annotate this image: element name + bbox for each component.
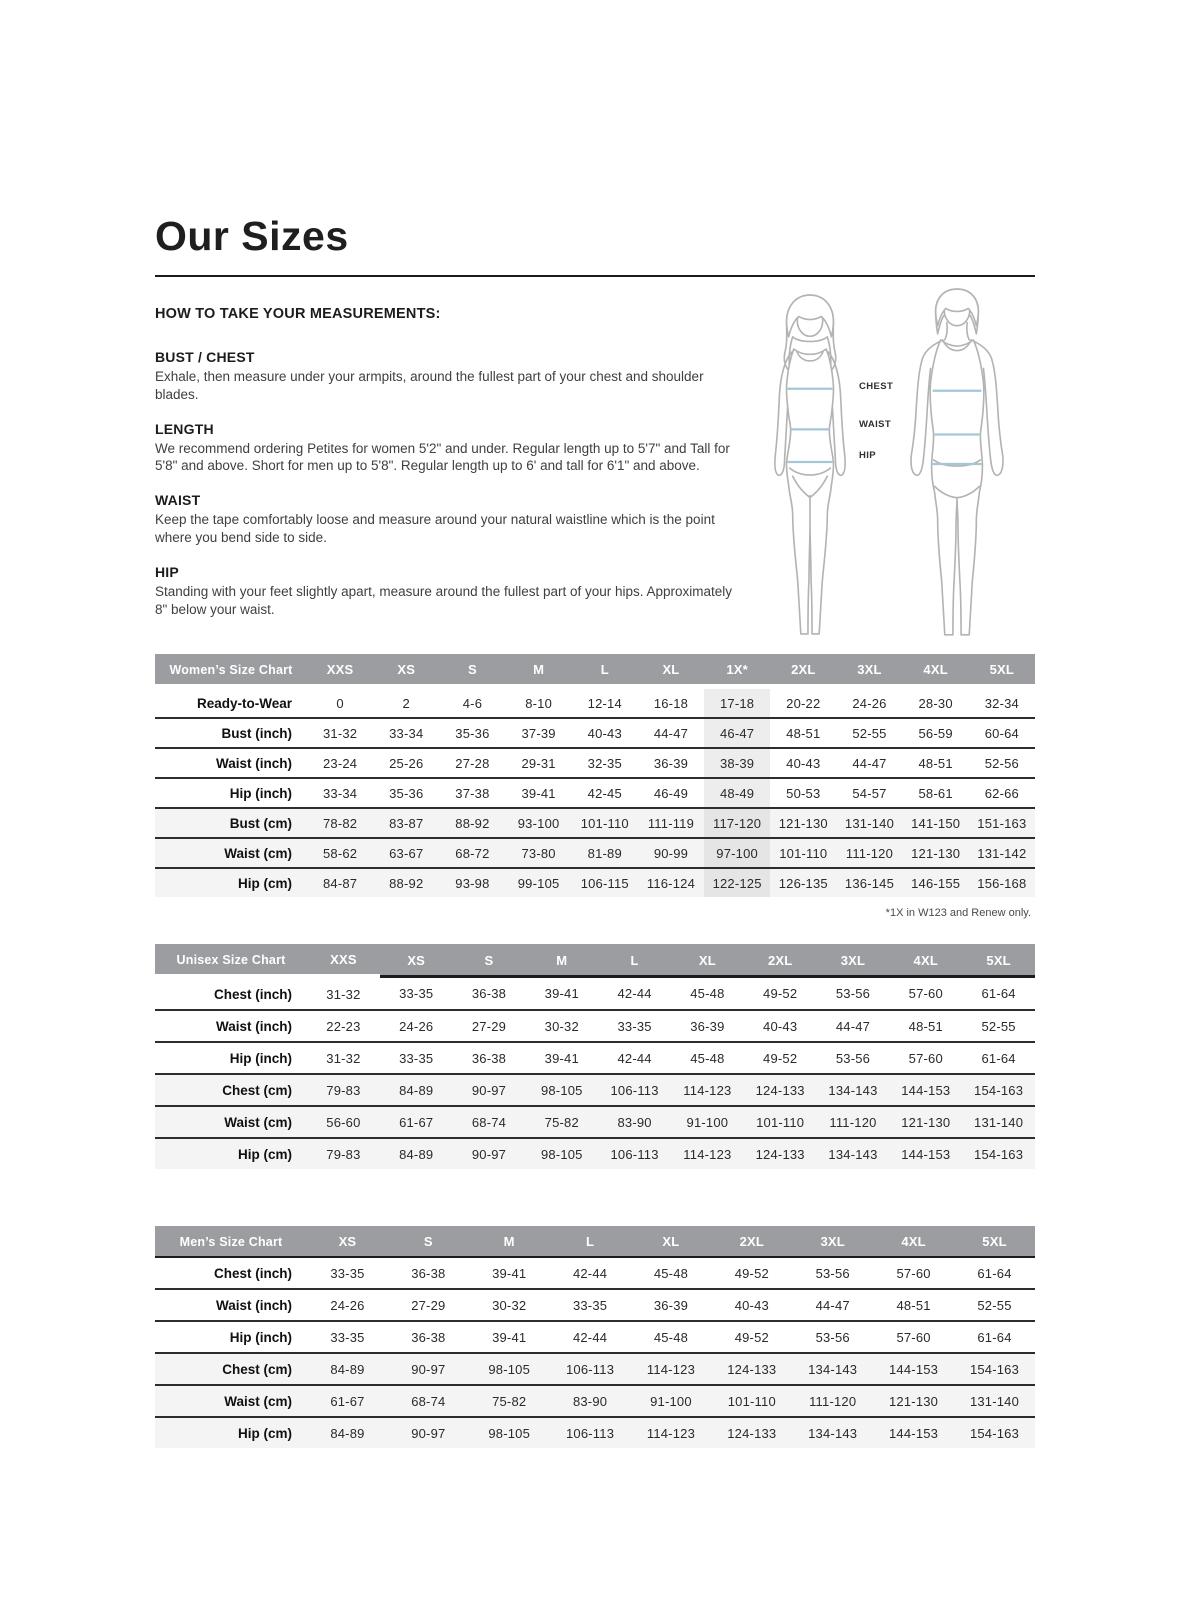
size-value-cell: 61-64	[981, 986, 1016, 1001]
size-value-cell: 75-82	[544, 1114, 579, 1130]
size-value-cell: 39-41	[492, 1265, 527, 1281]
size-value-cell: 134-143	[828, 1146, 878, 1162]
figure-hip-label: HIP	[859, 450, 877, 461]
size-value-cell: 154-163	[974, 1146, 1024, 1162]
size-column-header: XL	[671, 944, 744, 977]
size-value-cell: 114-123	[646, 1425, 696, 1441]
size-value-cell: 91-100	[650, 1393, 692, 1409]
size-chart-row	[155, 868, 1035, 897]
measurement-figures	[740, 285, 1035, 643]
page-title: Our Sizes	[155, 213, 349, 259]
size-value-cell: 42-44	[572, 1265, 608, 1281]
size-value-cell: 40-43	[587, 725, 622, 741]
row-label: Chest (cm)	[222, 1082, 292, 1098]
female-figure-illustration	[754, 289, 866, 639]
size-value-cell: 31-32	[326, 1050, 361, 1066]
size-value-cell: 45-48	[690, 986, 725, 1001]
instruction-body: Exhale, then measure under your armpits, around the fullest part of your chest and shoulder blades.	[155, 369, 704, 402]
size-column-header: M	[469, 1226, 550, 1257]
size-column-header: 4XL	[873, 1226, 954, 1257]
size-value-cell: 53-56	[835, 986, 871, 1001]
size-value-cell: 131-140	[844, 815, 895, 831]
size-column-header: XXS	[307, 654, 373, 687]
size-chart-row	[155, 1138, 1035, 1169]
size-value-cell: 62-66	[984, 785, 1019, 801]
size-value-cell: 27-29	[471, 1018, 507, 1034]
measurement-instructions	[155, 285, 740, 643]
size-column-header: XL	[631, 1226, 712, 1257]
size-value-cell: 30-32	[544, 1018, 579, 1034]
size-value-cell: 36-38	[411, 1265, 446, 1281]
size-value-cell: 84-89	[399, 1082, 434, 1098]
size-column-header: 1X*	[704, 654, 770, 687]
size-value-cell: 131-142	[977, 845, 1027, 861]
size-column-header: 5XL	[969, 654, 1035, 687]
instruction-title: LENGTH	[155, 420, 214, 437]
size-value-cell: 17-18	[704, 687, 770, 719]
row-label: Chest (cm)	[222, 1361, 292, 1377]
instruction-title: HIP	[155, 563, 179, 580]
size-chart-row	[155, 778, 1035, 808]
size-value-cell: 93-100	[517, 815, 560, 831]
size-value-cell: 154-163	[974, 1082, 1024, 1098]
size-value-cell: 83-90	[617, 1114, 652, 1130]
size-value-cell: 33-34	[389, 725, 424, 741]
size-value-cell: 111-120	[845, 845, 894, 861]
size-chart-row	[155, 1010, 1035, 1042]
size-value-cell: 53-56	[815, 1265, 850, 1281]
size-value-cell: 83-87	[389, 815, 424, 831]
size-column-header: M	[506, 654, 572, 687]
size-value-cell: 40-43	[734, 1297, 769, 1313]
size-value-cell: 106-113	[610, 1082, 659, 1098]
size-value-cell: 52-55	[977, 1297, 1012, 1313]
size-value-cell: 30-32	[492, 1297, 527, 1313]
size-value-cell: 27-28	[455, 755, 490, 771]
size-value-cell: 42-44	[572, 1329, 608, 1345]
size-value-cell: 117-120	[704, 808, 770, 838]
size-value-cell: 121-130	[889, 1393, 939, 1409]
size-value-cell: 4-6	[462, 695, 483, 711]
row-label: Ready-to-Wear	[196, 695, 292, 711]
size-value-cell: 134-143	[808, 1361, 858, 1377]
size-column-header: 4XL	[889, 944, 962, 977]
size-value-cell: 57-60	[896, 1329, 931, 1345]
size-value-cell: 79-83	[326, 1146, 361, 1162]
row-label: Bust (cm)	[229, 815, 292, 831]
size-value-cell: 48-51	[908, 1018, 943, 1034]
size-value-cell: 52-56	[984, 755, 1019, 771]
size-value-cell: 36-39	[653, 755, 689, 771]
row-label: Bust (inch)	[221, 725, 292, 741]
size-value-cell: 32-34	[984, 695, 1019, 711]
size-value-cell: 39-41	[544, 986, 579, 1001]
size-value-cell: 144-153	[889, 1361, 939, 1377]
size-column-header: XL	[638, 654, 704, 687]
row-label: Hip (inch)	[229, 1329, 292, 1345]
size-value-cell: 83-90	[572, 1393, 608, 1409]
size-value-cell: 101-110	[756, 1114, 805, 1130]
table-title-cell: Men’s Size Chart	[155, 1226, 307, 1257]
size-column-header: XS	[307, 1226, 388, 1257]
size-value-cell: 61-64	[981, 1050, 1016, 1066]
size-value-cell: 68-74	[471, 1114, 507, 1130]
size-value-cell: 121-130	[911, 845, 961, 861]
size-value-cell: 2	[402, 695, 410, 711]
row-label: Chest (inch)	[213, 986, 292, 1002]
size-chart-row	[155, 748, 1035, 778]
size-value-cell: 44-47	[815, 1297, 850, 1313]
size-value-cell: 49-52	[734, 1265, 769, 1281]
size-value-cell: 122-125	[704, 868, 770, 897]
size-value-cell: 24-26	[852, 695, 887, 711]
size-value-cell: 61-67	[330, 1393, 365, 1409]
size-value-cell: 0	[336, 695, 344, 711]
size-value-cell: 53-56	[835, 1050, 871, 1066]
size-column-header: L	[572, 654, 638, 687]
size-chart-row	[155, 1074, 1035, 1106]
size-value-cell: 33-35	[399, 1050, 434, 1066]
size-value-cell: 25-26	[389, 755, 424, 771]
size-column-header: L	[550, 1226, 631, 1257]
size-value-cell: 124-133	[727, 1425, 777, 1441]
size-value-cell: 42-44	[617, 986, 652, 1001]
size-value-cell: 31-32	[322, 725, 358, 741]
size-value-cell: 48-51	[786, 725, 821, 741]
size-value-cell: 33-35	[330, 1265, 365, 1281]
size-value-cell: 156-168	[977, 875, 1027, 891]
size-value-cell: 38-39	[704, 748, 770, 778]
size-value-cell: 98-105	[540, 1082, 583, 1098]
size-value-cell: 134-143	[828, 1082, 878, 1098]
size-chart-table	[155, 1226, 1035, 1448]
size-value-cell: 48-51	[918, 755, 953, 771]
size-value-cell: 36-39	[653, 1297, 689, 1313]
size-value-cell: 106-113	[565, 1361, 615, 1377]
size-value-cell: 39-41	[492, 1329, 527, 1345]
size-value-cell: 90-99	[653, 845, 689, 861]
size-value-cell: 63-67	[389, 845, 424, 861]
size-value-cell: 78-82	[322, 815, 358, 831]
measurement-section	[155, 285, 1035, 643]
size-value-cell: 84-89	[330, 1425, 365, 1441]
size-column-header: L	[598, 944, 671, 977]
table-title-cell: Women’s Size Chart	[155, 654, 307, 687]
size-value-cell: 42-44	[617, 1050, 652, 1066]
size-chart-table	[155, 944, 1035, 1169]
instruction-title: BUST / CHEST	[155, 349, 255, 365]
size-value-cell: 57-60	[908, 986, 943, 1001]
size-column-header: M	[525, 944, 598, 977]
row-label: Chest (inch)	[213, 1265, 292, 1281]
size-value-cell: 90-97	[411, 1425, 446, 1441]
size-value-cell: 98-105	[540, 1146, 583, 1162]
size-value-cell: 44-47	[835, 1018, 871, 1034]
size-value-cell: 48-49	[704, 778, 770, 808]
figure-waist-label: WAIST	[859, 419, 892, 430]
instruction-waist	[155, 492, 740, 547]
size-value-cell: 90-97	[411, 1361, 446, 1377]
size-value-cell: 39-41	[544, 1050, 579, 1066]
size-column-header: XS	[380, 944, 453, 977]
size-value-cell: 28-30	[918, 695, 953, 711]
size-value-cell: 81-89	[587, 845, 622, 861]
size-value-cell: 37-38	[455, 785, 490, 801]
size-value-cell: 154-163	[969, 1425, 1020, 1441]
size-value-cell: 58-62	[322, 845, 358, 861]
size-value-cell: 46-49	[653, 785, 689, 801]
size-value-cell: 124-133	[755, 1082, 805, 1098]
size-value-cell: 40-43	[786, 755, 821, 771]
row-label: Waist (inch)	[216, 1018, 292, 1034]
size-value-cell: 73-80	[521, 845, 556, 861]
mens-size-chart	[155, 1226, 1035, 1448]
size-value-cell: 48-51	[896, 1297, 931, 1313]
size-column-header: 3XL	[792, 1226, 873, 1257]
size-chart-header-row	[155, 654, 1035, 687]
size-value-cell: 36-38	[471, 1050, 507, 1066]
size-value-cell: 42-45	[587, 785, 622, 801]
row-label: Hip (inch)	[229, 785, 292, 801]
instruction-title: WAIST	[155, 492, 201, 509]
size-value-cell: 154-163	[969, 1361, 1020, 1377]
size-value-cell: 68-74	[411, 1393, 446, 1409]
size-value-cell: 79-83	[326, 1082, 361, 1098]
size-value-cell: 24-26	[399, 1018, 434, 1034]
size-value-cell: 93-98	[455, 875, 490, 891]
size-chart-row	[155, 977, 1035, 1011]
size-chart-row	[155, 1353, 1035, 1385]
size-value-cell: 97-100	[704, 838, 770, 868]
size-column-header: 3XL	[817, 944, 890, 977]
row-label: Waist (inch)	[216, 1297, 292, 1313]
size-value-cell: 116-124	[646, 875, 696, 891]
size-chart-row	[155, 687, 1035, 719]
size-column-header: XXS	[307, 944, 380, 977]
size-value-cell: 45-48	[690, 1050, 725, 1066]
row-label: Waist (inch)	[216, 755, 292, 771]
size-value-cell: 106-115	[580, 875, 629, 891]
size-column-header: 2XL	[744, 944, 817, 977]
size-chart-row	[155, 1289, 1035, 1321]
size-value-cell: 52-55	[852, 725, 887, 741]
size-chart-header-row	[155, 1226, 1035, 1257]
size-chart-row	[155, 1042, 1035, 1074]
size-value-cell: 23-24	[322, 755, 358, 771]
size-value-cell: 111-120	[829, 1114, 877, 1130]
size-chart-row	[155, 808, 1035, 838]
row-label: Hip (cm)	[238, 1425, 292, 1441]
size-value-cell: 58-61	[918, 785, 953, 801]
size-value-cell: 49-52	[763, 1050, 798, 1066]
size-chart-table	[155, 654, 1035, 897]
size-value-cell: 20-22	[786, 695, 821, 711]
size-value-cell: 151-163	[977, 815, 1027, 831]
size-value-cell: 131-140	[969, 1393, 1020, 1409]
row-label: Hip (cm)	[238, 875, 292, 891]
size-value-cell: 124-133	[727, 1361, 777, 1377]
size-column-header: S	[439, 654, 505, 687]
size-column-header: 3XL	[836, 654, 902, 687]
size-chart-row	[155, 1257, 1035, 1289]
size-value-cell: 99-105	[517, 875, 560, 891]
instruction-body: Standing with your feet slightly apart, measure around the fullest part of your hips. Approximately 8" below your waist.	[155, 583, 733, 617]
size-value-cell: 44-47	[852, 755, 887, 771]
size-value-cell: 36-39	[690, 1018, 725, 1034]
size-value-cell: 75-82	[492, 1393, 527, 1409]
male-figure-illustration	[895, 285, 1019, 643]
size-chart-row	[155, 1417, 1035, 1448]
size-value-cell: 90-97	[471, 1082, 507, 1098]
size-value-cell: 52-55	[981, 1018, 1016, 1034]
size-value-cell: 31-32	[326, 986, 361, 1002]
size-value-cell: 35-36	[389, 785, 424, 801]
size-value-cell: 136-145	[844, 875, 895, 891]
size-value-cell: 56-59	[918, 725, 953, 741]
size-value-cell: 49-52	[763, 986, 798, 1001]
size-column-header: 5XL	[954, 1226, 1035, 1257]
size-value-cell: 146-155	[911, 875, 961, 891]
size-value-cell: 36-38	[471, 986, 507, 1001]
size-value-cell: 90-97	[471, 1146, 507, 1162]
size-value-cell: 60-64	[984, 725, 1019, 741]
size-chart-row	[155, 1106, 1035, 1138]
size-value-cell: 53-56	[815, 1329, 850, 1345]
size-column-header: S	[388, 1226, 469, 1257]
row-label: Hip (cm)	[238, 1146, 292, 1162]
table-title-cell: Unisex Size Chart	[155, 944, 307, 977]
size-value-cell: 54-57	[852, 785, 887, 801]
size-column-header: 2XL	[770, 654, 836, 687]
figure-chest-label: CHEST	[859, 381, 894, 392]
size-value-cell: 16-18	[653, 695, 689, 711]
size-value-cell: 12-14	[587, 695, 622, 711]
size-value-cell: 84-89	[330, 1361, 365, 1377]
row-label: Waist (cm)	[224, 1393, 292, 1409]
size-value-cell: 68-72	[455, 845, 490, 861]
size-value-cell: 49-52	[734, 1329, 769, 1345]
size-value-cell: 8-10	[525, 695, 553, 711]
size-value-cell: 121-130	[901, 1114, 951, 1130]
size-value-cell: 27-29	[411, 1297, 446, 1313]
size-value-cell: 57-60	[896, 1265, 931, 1281]
size-value-cell: 44-47	[653, 725, 689, 741]
size-value-cell: 36-38	[411, 1329, 446, 1345]
womens-chart-footnote: *1X in W123 and Renew only.	[885, 907, 1031, 919]
size-value-cell: 144-153	[901, 1082, 951, 1098]
size-value-cell: 45-48	[653, 1329, 689, 1345]
size-value-cell: 40-43	[763, 1018, 798, 1034]
size-column-header: 2XL	[711, 1226, 792, 1257]
size-value-cell: 45-48	[653, 1265, 689, 1281]
size-value-cell: 61-67	[399, 1114, 434, 1130]
size-value-cell: 88-92	[389, 875, 424, 891]
size-value-cell: 98-105	[488, 1425, 531, 1441]
size-value-cell: 56-60	[326, 1114, 361, 1130]
size-value-cell: 134-143	[808, 1425, 858, 1441]
size-value-cell: 35-36	[455, 725, 490, 741]
instructions-heading: HOW TO TAKE YOUR MEASUREMENTS:	[155, 306, 441, 322]
instruction-hip	[155, 564, 740, 619]
size-value-cell: 61-64	[977, 1329, 1012, 1345]
size-value-cell: 57-60	[908, 1050, 943, 1066]
size-value-cell: 84-87	[322, 875, 358, 891]
row-label: Waist (cm)	[224, 845, 292, 861]
size-value-cell: 24-26	[330, 1297, 365, 1313]
size-value-cell: 111-120	[809, 1393, 857, 1409]
size-value-cell: 33-35	[330, 1329, 365, 1345]
size-value-cell: 33-35	[399, 986, 434, 1001]
size-value-cell: 101-110	[779, 845, 828, 861]
size-chart-row	[155, 1321, 1035, 1353]
size-value-cell: 88-92	[455, 815, 490, 831]
row-label: Hip (inch)	[229, 1050, 292, 1066]
size-value-cell: 98-105	[488, 1361, 531, 1377]
size-value-cell: 84-89	[399, 1146, 434, 1162]
size-column-header: 5XL	[962, 944, 1035, 977]
size-value-cell: 114-123	[683, 1082, 732, 1098]
size-value-cell: 121-130	[778, 815, 828, 831]
size-value-cell: 22-23	[326, 1018, 361, 1034]
size-chart-row	[155, 1385, 1035, 1417]
instruction-bust-chest	[155, 349, 740, 404]
unisex-size-chart	[155, 944, 1035, 1169]
size-chart-header-row	[155, 944, 1035, 977]
size-value-cell: 29-31	[521, 755, 556, 771]
size-value-cell: 50-53	[786, 785, 821, 801]
title-divider	[155, 275, 1035, 277]
instruction-body: We recommend ordering Petites for women 5'2" and under. Regular length up to 5'7" and Tall for 5'8" and above. Short for men up to 5'8". Regular length up to 6' and tall for 6'1" and above.	[155, 440, 730, 474]
row-label: Waist (cm)	[224, 1114, 292, 1130]
size-value-cell: 61-64	[977, 1265, 1012, 1281]
instruction-length	[155, 421, 740, 476]
size-value-cell: 33-35	[572, 1297, 608, 1313]
size-chart-row	[155, 718, 1035, 748]
size-value-cell: 144-153	[901, 1146, 951, 1162]
size-value-cell: 32-35	[587, 755, 622, 771]
size-value-cell: 114-123	[683, 1146, 732, 1162]
size-column-header: 4XL	[903, 654, 969, 687]
size-value-cell: 91-100	[686, 1114, 729, 1130]
size-value-cell: 114-123	[646, 1361, 696, 1377]
size-value-cell: 39-41	[521, 785, 556, 801]
size-value-cell: 106-113	[610, 1146, 659, 1162]
size-value-cell: 33-35	[617, 1018, 652, 1034]
size-value-cell: 33-34	[322, 785, 358, 801]
size-value-cell: 126-135	[778, 875, 828, 891]
size-value-cell: 111-119	[647, 815, 695, 831]
size-chart-row	[155, 838, 1035, 868]
womens-size-chart	[155, 654, 1035, 897]
size-value-cell: 124-133	[755, 1146, 805, 1162]
size-value-cell: 46-47	[704, 718, 770, 748]
size-column-header: XS	[373, 654, 439, 687]
size-value-cell: 37-39	[521, 725, 556, 741]
size-value-cell: 101-110	[580, 815, 629, 831]
size-column-header: S	[453, 944, 526, 977]
size-value-cell: 131-140	[974, 1114, 1024, 1130]
size-value-cell: 106-113	[565, 1425, 615, 1441]
size-value-cell: 141-150	[911, 815, 961, 831]
instruction-body: Keep the tape comfortably loose and measure around your natural waistline which is the point where you bend side to side.	[155, 512, 715, 546]
size-value-cell: 144-153	[889, 1425, 939, 1441]
size-value-cell: 101-110	[727, 1393, 776, 1409]
